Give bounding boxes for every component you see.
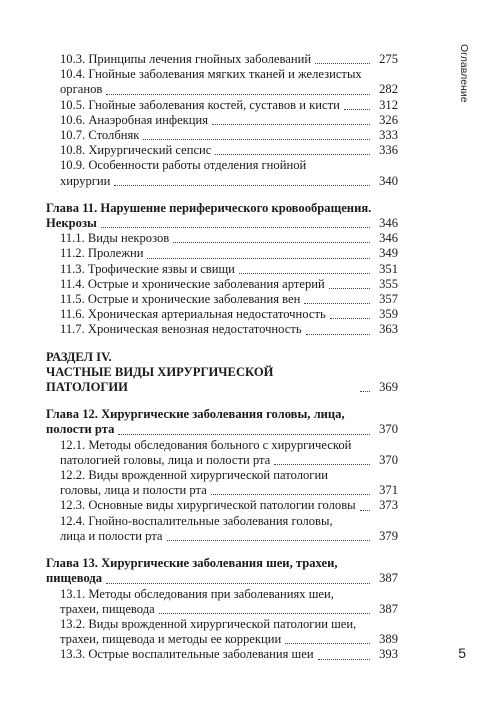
chapter-entry (46, 422, 398, 437)
toc-entry-title-line1: 13.2. Виды врожденной хирургической патологии шеи, (60, 616, 357, 631)
table-of-contents (46, 52, 398, 663)
dot-leader (211, 494, 370, 495)
toc-entry-title-line2: хирургии (60, 173, 111, 188)
running-header-vertical: Оглавление (458, 44, 470, 103)
toc-entry-title: 10.7. Столбняк (60, 128, 140, 143)
toc-entry-title-line1: 12.2. Виды врожденной хирургической патологии (60, 468, 328, 483)
section-title-line1: РАЗДЕЛ IV. (46, 349, 112, 364)
chapter-entry (46, 571, 398, 586)
toc-entry-page: 340 (379, 173, 398, 188)
toc-entry-title: 10.5. Гнойные заболевания костей, суставов и кисти (60, 97, 340, 112)
chapter-title-line1: Глава 12. Хирургические заболевания головы, лица, (46, 407, 345, 422)
toc-entry-title: 11.1. Виды некрозов (60, 231, 170, 246)
toc-entry-page: 359 (379, 307, 398, 322)
dot-leader (167, 540, 370, 541)
dot-leader (329, 288, 370, 289)
dot-leader (118, 434, 370, 435)
dot-leader (239, 273, 370, 274)
toc-entry-title-line1: 12.4. Гнойно-воспалительные заболевания головы, (60, 513, 333, 528)
dot-leader (212, 124, 370, 125)
dot-leader (106, 583, 370, 584)
chapter-entry (46, 216, 398, 231)
toc-entry-title-line1: 13.1. Методы обследования при заболеваниях шеи, (60, 586, 334, 601)
toc-entry-title-line2: трахеи, пищевода (60, 601, 155, 616)
chapter-title-line2: полости рта (46, 422, 115, 437)
dot-leader (360, 391, 370, 392)
toc-entry (46, 529, 398, 544)
toc-entry-page: 326 (379, 112, 398, 127)
toc-entry-title: 10.8. Хирургический сепсис (60, 143, 212, 158)
dot-leader (274, 464, 370, 465)
toc-entry-page: 312 (379, 97, 398, 112)
dot-leader (285, 643, 370, 644)
toc-entry-title: 11.2. Пролежни (60, 246, 144, 261)
toc-entry-page: 346 (379, 231, 398, 246)
toc-entry-page: 346 (379, 216, 398, 231)
dot-leader (173, 242, 370, 243)
toc-entry-page: 333 (379, 128, 398, 143)
dot-leader (318, 659, 370, 660)
toc-entry-title-line2: трахеи, пищевода и методы ее коррекции (60, 632, 282, 647)
toc-entry-page: 370 (379, 422, 398, 437)
toc-entry (46, 113, 398, 128)
toc-entry-title-line2: лица и полости рта (60, 528, 163, 543)
dot-leader (114, 185, 370, 186)
dot-leader (147, 258, 370, 259)
dot-leader (315, 63, 370, 64)
dot-leader (101, 227, 370, 228)
toc-entry-title: 10.3. Принципы лечения гнойных заболеваний (60, 52, 312, 66)
toc-entry (46, 52, 398, 67)
chapter-title-line1: Глава 13. Хирургические заболевания шеи, трахеи, (46, 556, 338, 571)
toc-entry-page: 379 (379, 528, 398, 543)
dot-leader (344, 109, 370, 110)
toc-entry-title: 11.6. Хроническая артериальная недостаточность (60, 307, 326, 322)
dot-leader (215, 154, 370, 155)
toc-entry (46, 143, 398, 158)
toc-entry (46, 292, 398, 307)
dot-leader (159, 613, 370, 614)
toc-entry-title-line2: органов (60, 82, 103, 97)
toc-entry-title-line2: головы, лица и полости рта (60, 483, 207, 498)
dot-leader (306, 334, 370, 335)
page-number: 5 (458, 645, 466, 661)
toc-entry-page: 349 (379, 246, 398, 261)
toc-entry-title-line1: 10.9. Особенности работы отделения гнойной (60, 158, 307, 173)
toc-entry-page: 275 (379, 52, 398, 66)
toc-entry (46, 498, 398, 513)
toc-entry-page: 370 (379, 452, 398, 467)
toc-entry-page: 351 (379, 261, 398, 276)
toc-entry (46, 262, 398, 277)
toc-entry (46, 632, 398, 647)
toc-entry-title-line1: 10.4. Гнойные заболевания мягких тканей и железистых (60, 67, 362, 82)
toc-entry-title-line1: 12.1. Методы обследования больного с хирургической (60, 437, 352, 452)
toc-entry-page: 357 (379, 292, 398, 307)
toc-entry-page: 363 (379, 322, 398, 337)
toc-entry-page: 282 (379, 82, 398, 97)
section-entry (46, 365, 398, 395)
toc-entry-page: 371 (379, 483, 398, 498)
toc-entry (46, 483, 398, 498)
toc-entry-title: 11.7. Хроническая венозная недостаточность (60, 322, 302, 337)
toc-entry (46, 307, 398, 322)
toc-entry (46, 174, 398, 189)
dot-leader (360, 510, 370, 511)
toc-entry (46, 453, 398, 468)
toc-entry (46, 602, 398, 617)
toc-entry (46, 231, 398, 246)
toc-entry-title: 12.3. Основные виды хирургической патологии головы (60, 498, 356, 513)
toc-entry-title: 11.3. Трофические язвы и свищи (60, 261, 235, 276)
chapter-title-line1: Глава 11. Нарушение периферического кровообращения. (46, 200, 372, 215)
toc-entry-page: 355 (379, 276, 398, 291)
toc-entry-title: 10.6. Анаэробная инфекция (60, 112, 209, 127)
toc-entry (46, 322, 398, 337)
toc-entry (46, 647, 398, 662)
toc-entry (46, 82, 398, 97)
toc-entry-title: 11.5. Острые и хронические заболевания вен (60, 292, 301, 307)
toc-entry-page: 387 (379, 571, 398, 586)
toc-entry (46, 128, 398, 143)
dot-leader (304, 303, 370, 304)
toc-entry-title-line2: патологией головы, лица и полости рта (60, 452, 271, 467)
chapter-title-line2: пищевода (46, 571, 103, 586)
toc-entry-title: 13.3. Острые воспалительные заболевания шеи (60, 647, 314, 662)
toc-entry (46, 246, 398, 261)
dot-leader (106, 94, 370, 95)
dot-leader (330, 318, 370, 319)
toc-entry-page: 373 (379, 498, 398, 513)
toc-entry-page: 369 (379, 380, 398, 395)
toc-entry-title: 11.4. Острые и хронические заболевания артерий (60, 276, 325, 291)
toc-entry (46, 277, 398, 292)
section-title-line2: ЧАСТНЫЕ ВИДЫ ХИРУРГИЧЕСКОЙ ПАТОЛОГИИ (46, 364, 274, 395)
toc-entry-page: 393 (379, 647, 398, 662)
chapter-title-line2: Некрозы (46, 216, 97, 231)
toc-entry (46, 98, 398, 113)
toc-entry-page: 389 (379, 632, 398, 647)
toc-entry-page: 336 (379, 143, 398, 158)
dot-leader (143, 139, 370, 140)
toc-entry-page: 387 (379, 601, 398, 616)
